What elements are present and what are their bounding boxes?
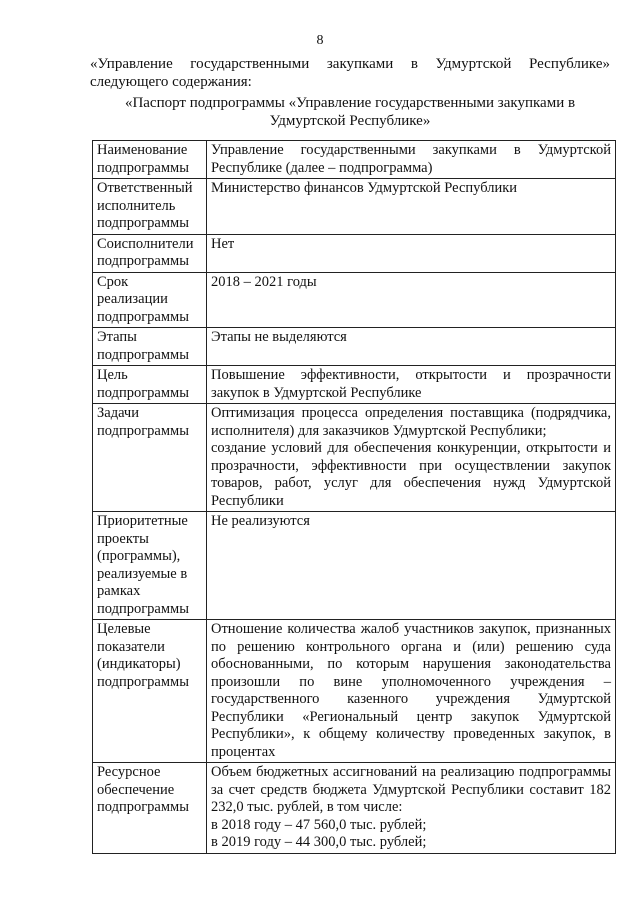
passport-title-line-2: Удмуртской Республике» [269, 113, 431, 129]
row-label: Приоритетные проекты (программы), реализуемые в рамках подпрограммы [93, 512, 207, 620]
table-row [93, 512, 616, 620]
table-row [93, 141, 616, 179]
table-row [93, 272, 616, 328]
passport-title-line-1: «Паспорт подпрограммы «Управление государственными закупками в [124, 95, 576, 111]
row-value-paragraph: в 2018 году – 47 560,0 тыс. рублей; [211, 816, 427, 833]
intro-line-2: следующего содержания: [90, 74, 252, 90]
page-number: 8 [316, 33, 324, 48]
row-value-paragraph: 2018 – 2021 годы [211, 273, 317, 290]
row-value [207, 328, 616, 366]
row-label: Ответственный исполнитель подпрограммы [93, 179, 207, 235]
row-value-paragraph: Повышение эффективности, открытости и прозрачности закупок в Удмуртской Республике [211, 367, 611, 401]
row-value [207, 763, 616, 854]
row-value-paragraph: Отношение количества жалоб участников закупок, признанных по решению контрольного органа и (или) решению суда обоснованными, по которым нарушения законодательства произошли по вине уполномоченного учреждения – государственного казенного учреждения Удмуртской Республики «Региональный центр закупок Удмуртской Республики», к общему количеству проведенных закупок, в процентах [211, 621, 611, 760]
row-label: Цель подпрограммы [93, 366, 207, 404]
table-row [93, 366, 616, 404]
row-value-paragraph: Не реализуются [211, 513, 310, 529]
table-row [93, 328, 616, 366]
passport-title [90, 94, 610, 130]
table-row [93, 404, 616, 512]
passport-table-body [93, 141, 616, 854]
row-value-paragraph: в 2019 году – 44 300,0 тыс. рублей; [211, 834, 427, 850]
row-label: Этапы подпрограммы [93, 328, 207, 366]
row-value-paragraph: Нет [211, 235, 235, 252]
table-row [93, 234, 616, 272]
row-label: Задачи подпрограммы [93, 404, 207, 512]
row-value [207, 404, 616, 512]
row-value-paragraph: Объем бюджетных ассигнований на реализацию подпрограммы за счет средств бюджета Удмуртской Республики составит 182 232,0 тыс. рублей, в том числе: [211, 764, 611, 815]
row-label: Наименование подпрограммы [93, 141, 207, 179]
passport-table [92, 140, 616, 854]
intro-paragraph [90, 55, 610, 91]
row-value-paragraph: Министерство финансов Удмуртской Республики [211, 180, 518, 196]
row-value-paragraph: Управление государственными закупками в Удмуртской Республике (далее – подпрограмма) [211, 142, 611, 176]
row-value [207, 141, 616, 179]
intro-line-1: «Управление государственными закупками в Удмуртской Республике» [90, 56, 610, 72]
row-label: Срок реализации подпрограммы [93, 272, 207, 328]
row-label: Соисполнители подпрограммы [93, 234, 207, 272]
table-row [93, 620, 616, 763]
row-value [207, 620, 616, 763]
row-value-paragraph: создание условий для обеспечения конкуренции, открытости и прозрачности, эффективности при осуществлении закупок товаров, работ, услуг для обеспечения нужд Удмуртской Республики [211, 440, 611, 509]
row-value [207, 512, 616, 620]
table-row [93, 179, 616, 235]
row-value-paragraph: Этапы не выделяются [211, 329, 347, 345]
table-row [93, 763, 616, 854]
row-value [207, 179, 616, 235]
row-label: Ресурсное обеспечение подпрограммы [93, 763, 207, 854]
row-label: Целевые показатели (индикаторы) подпрограммы [93, 620, 207, 763]
row-value-paragraph: Оптимизация процесса определения поставщика (подрядчика, исполнителя) для заказчиков Удмуртской Республики; [211, 405, 611, 439]
row-value [207, 234, 616, 272]
row-value [207, 272, 616, 328]
row-value [207, 366, 616, 404]
